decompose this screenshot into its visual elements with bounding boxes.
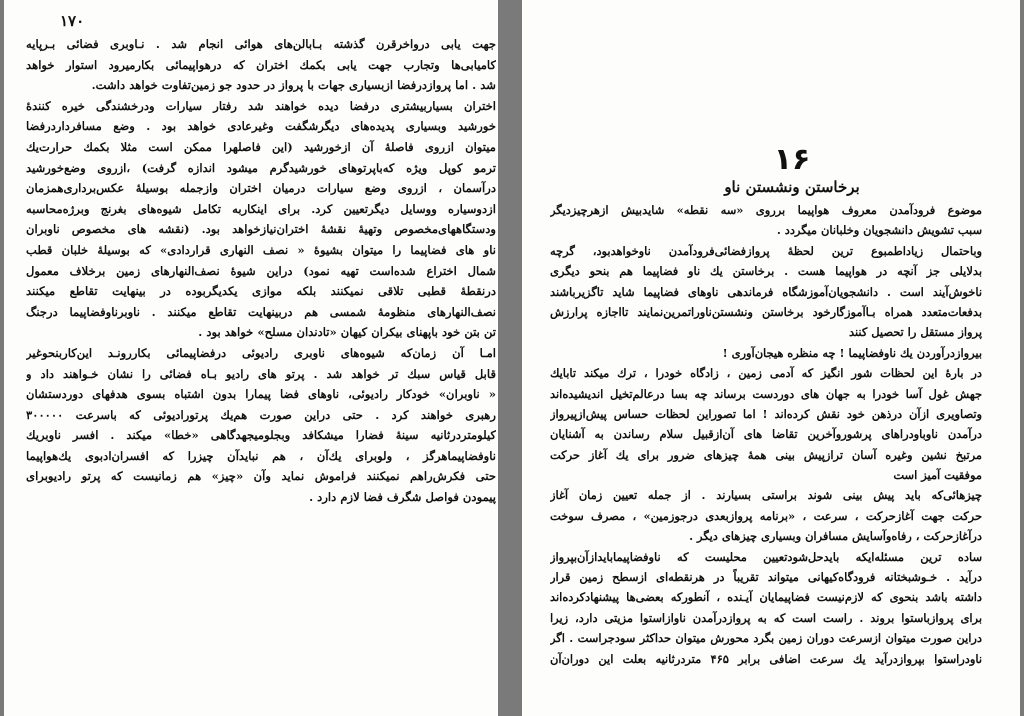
page-number: ۱۷۰: [60, 12, 85, 30]
text-line: شد . اما پروازدرفضا ازبسياری جهات با پرواز در حدود جو زمين‌تفاوت خواهد داشت.: [91, 78, 496, 93]
text-line: در بارۀ اين لحظات شور انگيز كه آدمی زمين ، زادگاه خودرا ، ترك ميكند تابايك: [550, 366, 982, 381]
text-line: تن بتن خود باپهنای بيكران كيهان «تادندان مسلح» خواهد بود .: [198, 325, 496, 340]
text-line: درنقطۀ قطبی تلاقی نميكنند بلكه موازی يكديگربوده در بينهايت تقاطع ميكنند: [26, 284, 496, 299]
text-line: امـا آن زمان‌كه شيوه‌های ناوبری راديوئی درفضاپيمائی بكاررونـد اين‌كاربنحوغير: [26, 345, 496, 360]
text-line: ناو های فضاپيما را ميتوان بشيوۀ « نصف النهاری قراردادی» كه بوسيلۀ خلبان قطب: [26, 242, 496, 257]
text-line: بيروازدرآوردن يك ناوفضاپيما ! چه منظره هيجان‌آوری !: [722, 345, 982, 360]
text-line: موضوع فرودآمدن معروف هواپيما برروی «سه نقطه» شايدبيش ازهرچيزديگر: [550, 203, 982, 217]
text-line: ساده ترين مسئله‌ايكه بايدحل‌شودتعيين محليست كه ناوفضاپيمابايدازآن‌بپرواز: [550, 549, 982, 564]
text-line: دراين صورت ميتوان ازسرعت دوران زمين بگرد محورش ميتوان حداكثر سودجراست . اگر: [550, 631, 982, 646]
chapter-number: ۱۶: [773, 142, 811, 177]
text-line: ناخوش‌آيند است . دانشجويان‌آموزشگاه فرماندهی ناوهای فضاپيما شايد تاگزيرباشند: [550, 284, 982, 299]
text-line: ودستگاههای‌مخصوص وتهيۀ نقشۀ اختران‌نيازخواهد بود. (نقشه های مخصوص ناوبران: [26, 222, 496, 237]
text-line: « ناوبران» خودكار راديوئی، ناوهای فضا پيمارا بدون اشتباه بسوی هدفهای دوردستشان: [26, 387, 496, 402]
text-line: خورشيد وبسياری پديده‌های ديگرشگفت وغيرعادی خواهد بود . وضع مسافرداردرفضا: [26, 119, 496, 134]
text-line: سبب تشويش دانشجويان وخلبانان ميگردد .: [776, 223, 982, 238]
left-page-body: [26, 34, 496, 508]
text-line: اختران بسياربيشتری درفضا ديده خواهند شد رفتار سيارات ودرخشندگی خيره كنندۀ: [26, 98, 496, 113]
right-page: [522, 0, 1020, 716]
text-line: ناوفضاپيماهرگز ، ولوبرای يك‌آن ، هم نبايدآن چيزرا كه افسران‌ادبوی يك‌هواپيما: [26, 448, 496, 463]
text-line: رهبری خواهند كرد . حتی دراين صورت هم‌يك پرتوراديوئی كه باسرعت ۳۰۰۰۰۰: [26, 407, 496, 422]
text-line: ميتوان ازروی فاصلۀ آن ازخورشيد (اين فاصلهرا ممكن است مثلا بكمك حرارت‌يك: [26, 139, 496, 154]
text-line: مرتبخ نشين وغيره آسان ترازپيش بينی همۀ چيزهای ضرور برای يك آغاز حركت: [550, 447, 982, 462]
text-line: بدفعات‌متعدد همراه بـاآموزگارخود برخاستن ونشستن‌ناورا‌تمرين‌نمايند تااجازه پرارزش: [550, 304, 982, 319]
text-line: داشته باشد بنحوی كه لازم‌نيست فضاپيمايان آيـنده ، آنطوركه بعضی‌ها پيشنهادكرده‌اند: [550, 590, 982, 605]
text-line: وباحتمال زياداطمبوع ترين لحظۀ پروازفضائی‌فرودآمدن ناوخواهدبود، گرچه: [550, 243, 982, 258]
text-line: پيمودن فواصل شگرف فضا لازم دارد .: [309, 490, 496, 505]
text-line: درآغازحركت ، رفاه‌وآسايش مسافران وبسياری چيزهای ديگر .: [689, 529, 982, 544]
text-line: ازدوسياره ووسايل ديگرتعيين كرد. برای اينكاربه تكامل شيوه‌های بغرنج وبرژه‌محاسبه: [26, 201, 496, 216]
chapter-title: برخاستن ونشستن ناو: [724, 178, 860, 196]
text-line: قابل قياس سبك تر خواهد شد . پرتو های راديو بـاه فضائی را نشان خـواهند داد و: [26, 366, 496, 381]
text-line: حركت جهت آغازحركت ، سرعت ، «برنامه پروازبعدی درجوزمين» ، مصرف سوخت: [550, 508, 982, 523]
text-line: جهت يابی درواخرقرن گذشته بـابالن‌های هوائی انجام شد . نـاوبری فضائی بـرپايه: [26, 37, 496, 51]
text-line: نصف‌النهارهای منظومۀ شمسی هم دربينهايت تقاطع ميكنند . ناوبرناوفضاپيما درجنگ: [26, 304, 496, 319]
text-line: درآيد . خـوشبختانه فرودگاه‌كيهانی ميتواند تقريباً در هرنقطه‌ای ازسطح زمين قرار: [550, 570, 982, 585]
text-line: برای پروازباستوا بروند . راست است كه به پروازدرآمدن ناواز‌استوا مزيتی دارد، زيرا: [550, 610, 982, 625]
text-line: موفقيت آميز است: [893, 468, 982, 483]
text-line: درآسمان ، ازروی وضع سيارات درميان اختران وازجمله بوسيلۀ عكس‌برداری‌همزمان: [26, 181, 496, 196]
text-line: كيلومتردرثانيه سينۀ فضارا ميشكافد وبجلوميجهدگاهی «خطا» ميكند . افسر ناوبريك: [26, 428, 496, 443]
right-page-body: [550, 200, 982, 669]
text-line: جهش غول آسا خودرا به جهان های دوردست برساند چه بسا درعالم‌تخيل انديشيده‌اند: [550, 386, 982, 401]
text-line: چيزهائی‌كه بايد پيش بينی شوند براستی بسيارند . از جمله تعيين زمان آغاز: [550, 488, 982, 503]
text-line: ترمو كوپل ويژه كه‌باپرتوهای خورشيدگرم ميشود اندازه گرفت) ،ازروی وضع‌خورشيد: [26, 160, 496, 175]
text-line: پرواز مستقل را تحصيل كنند: [849, 325, 982, 340]
text-line: درآمدن ناوباودراهای پرشوروآخرين تقاضا های آن‌ازقبيل سلام رساندن به آشنايان: [550, 427, 982, 442]
text-line: كاميابی‌ها وتجارب جهت يابی بكمك اختران كه درهواپيمائی بكارميرود استوار خواهد: [26, 57, 496, 72]
left-page: [4, 0, 498, 716]
text-line: ناودراستوا بپروازدرآيد يك سرعت اضافی برابر ۴۶۵ متردرثانيه بعلت اين دوران‌آن: [550, 651, 982, 666]
text-line: حتی فكرش‌راهم نميكنند فراموش نمايد وآن «چيز» هم زمانيست كه پرتو راديوبرای: [26, 469, 496, 484]
text-line: شمال اختراع شده‌است تهيه نمود) دراين شيوۀ نصف‌النهارهای زمين برخلاف معمول: [26, 263, 496, 278]
text-line: بدلايلی جز آنچه در هواپيما هست . برخاستن يك ناو فضاپيما هم بنحو ديگری: [550, 264, 982, 279]
text-line: وتصاويری ازآن درذهن خود نقش كرده‌اند ! اما تصوراين لحظات حساس پيش‌ازپيرواز: [550, 406, 982, 421]
